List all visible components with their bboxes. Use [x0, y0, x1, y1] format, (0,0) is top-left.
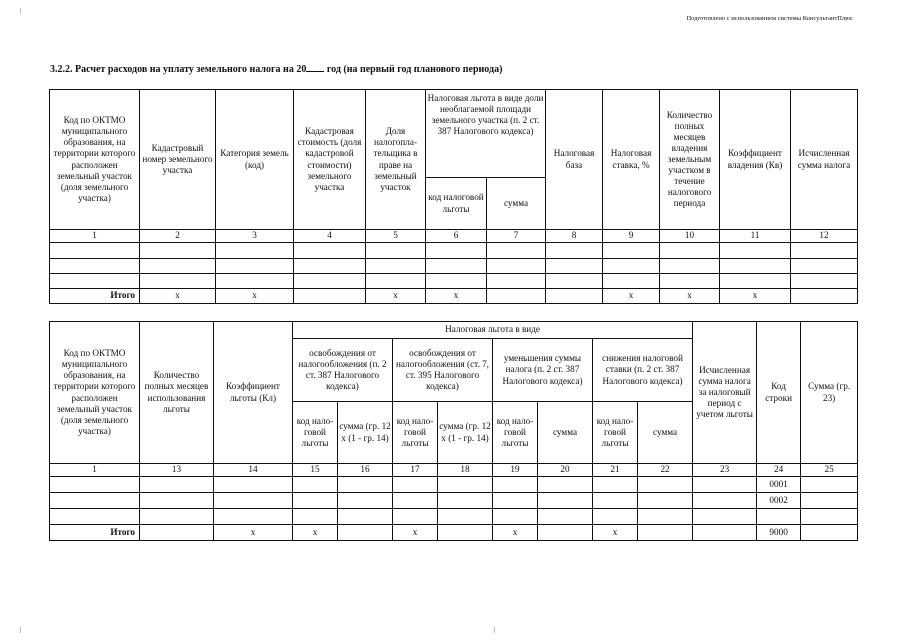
- table-cell[interactable]: [660, 274, 720, 289]
- header-sum-12x: сумма (гр. 12 x (1 - гр. 14): [438, 402, 493, 464]
- total-cell[interactable]: [487, 289, 546, 304]
- header-code: код нало-говой льготы: [493, 402, 538, 464]
- total-cell[interactable]: [338, 525, 393, 541]
- table-cell[interactable]: [140, 493, 214, 509]
- table-cell[interactable]: [538, 493, 593, 509]
- col-number: 6: [426, 230, 487, 243]
- table-cell[interactable]: [487, 259, 546, 274]
- table-cell[interactable]: [293, 493, 338, 509]
- header-oktmo: Код по ОКТМО муниципального образования, на территории которого расположен земельный участок (доля земельного участка): [50, 322, 140, 464]
- col-number: 23: [693, 464, 757, 477]
- source-note: Подготовлено с использованием системы КонсультантПлюс: [686, 15, 853, 22]
- col-number: 1: [50, 230, 140, 243]
- total-row: [50, 289, 858, 304]
- table-cell[interactable]: [140, 477, 214, 493]
- total-cell[interactable]: [791, 289, 858, 304]
- col-number: 19: [493, 464, 538, 477]
- table-cell[interactable]: [216, 259, 294, 274]
- col-number: 12: [791, 230, 858, 243]
- total-line-code: 9000: [757, 525, 801, 541]
- total-cell[interactable]: [538, 525, 593, 541]
- table-cell[interactable]: [493, 493, 538, 509]
- table-cell[interactable]: [791, 274, 858, 289]
- table-row: [50, 493, 858, 509]
- total-mark: x: [140, 289, 216, 304]
- scan-mark: [20, 627, 21, 633]
- table-cell[interactable]: [338, 477, 393, 493]
- header-coef-kv: Коэффициент владения (Кв): [720, 90, 791, 230]
- table-cell[interactable]: [293, 477, 338, 493]
- table-cell[interactable]: [214, 509, 293, 525]
- table-cell[interactable]: [426, 243, 487, 259]
- col-number: 15: [293, 464, 338, 477]
- col-number: 8: [546, 230, 603, 243]
- header-code: код нало-говой льготы: [293, 402, 338, 464]
- table-cell[interactable]: [660, 259, 720, 274]
- total-mark: x: [720, 289, 791, 304]
- header-benefit-code: код налоговой льготы: [426, 178, 487, 230]
- total-mark: x: [603, 289, 660, 304]
- total-cell[interactable]: [546, 289, 603, 304]
- total-mark: x: [493, 525, 538, 541]
- table-cell[interactable]: [660, 243, 720, 259]
- header-benefit-group: Налоговая льгота в виде доли необлагаемой площади земельного участка (п. 2 ст. 387 Налогового кодекса): [426, 90, 546, 178]
- scan-mark: [20, 8, 21, 14]
- table-cell[interactable]: [546, 259, 603, 274]
- header-months-owned: Количество полных месяцев владения земельным участком в течение налогового периода: [660, 90, 720, 230]
- table-cell[interactable]: [426, 259, 487, 274]
- land-tax-benefit-table: [49, 321, 858, 541]
- line-code: 0001: [757, 477, 801, 493]
- table-cell[interactable]: [801, 509, 858, 525]
- table-cell[interactable]: [140, 509, 214, 525]
- total-mark: x: [593, 525, 638, 541]
- table-row: [50, 274, 858, 289]
- table-cell[interactable]: [693, 493, 757, 509]
- header-amount: Сумма (гр. 23): [801, 322, 858, 464]
- table-cell[interactable]: [438, 493, 493, 509]
- table-row: [50, 509, 858, 525]
- table-cell[interactable]: [50, 274, 140, 289]
- table-cell[interactable]: [638, 477, 693, 493]
- table-cell[interactable]: [546, 274, 603, 289]
- table-cell[interactable]: [593, 493, 638, 509]
- total-cell[interactable]: [693, 525, 757, 541]
- header-line-code: Код строки: [757, 322, 801, 464]
- header-sum: сумма: [638, 402, 693, 464]
- table-cell[interactable]: [393, 477, 438, 493]
- table-cell[interactable]: [801, 477, 858, 493]
- table-cell[interactable]: [338, 493, 393, 509]
- table-cell[interactable]: [140, 243, 216, 259]
- table-cell[interactable]: [294, 243, 366, 259]
- table-cell[interactable]: [791, 259, 858, 274]
- col-number: 21: [593, 464, 638, 477]
- table-cell[interactable]: [538, 509, 593, 525]
- col-number: 3: [216, 230, 294, 243]
- section-title: [50, 63, 502, 75]
- total-label: Итого: [50, 525, 140, 541]
- year-blank: [306, 63, 324, 72]
- table-cell[interactable]: [426, 274, 487, 289]
- table-cell[interactable]: [214, 493, 293, 509]
- table-cell[interactable]: [366, 259, 426, 274]
- col-number: 18: [438, 464, 493, 477]
- scan-mark: [494, 627, 495, 633]
- table-cell[interactable]: [801, 493, 858, 509]
- line-code: 0002: [757, 493, 801, 509]
- total-cell[interactable]: [438, 525, 493, 541]
- col-number: 14: [214, 464, 293, 477]
- table-cell[interactable]: [366, 243, 426, 259]
- header-calc-tax: Исчисленная сумма налога: [791, 90, 858, 230]
- section-title-end: год (на первый год планового периода): [324, 64, 503, 75]
- table-cell[interactable]: [50, 259, 140, 274]
- table-cell[interactable]: [493, 477, 538, 493]
- header-benefit-group: Налоговая льгота в виде: [293, 322, 693, 339]
- col-number: 9: [603, 230, 660, 243]
- total-mark: x: [366, 289, 426, 304]
- header-benefit-sum: сумма: [487, 178, 546, 230]
- table-cell[interactable]: [757, 509, 801, 525]
- table-row: [50, 477, 858, 493]
- table-cell[interactable]: [293, 509, 338, 525]
- header-exempt-387: освобождения от налогообложения (п. 2 ст. 387 Налогового кодекса): [293, 339, 393, 402]
- col-number: 5: [366, 230, 426, 243]
- table-cell[interactable]: [487, 243, 546, 259]
- header-coef-kl: Коэффициент льготы (Кл): [214, 322, 293, 464]
- table-cell[interactable]: [603, 274, 660, 289]
- section-title-start: 3.2.2. Расчет расходов на уплату земельного налога на 20: [50, 64, 307, 75]
- table-cell[interactable]: [294, 274, 366, 289]
- land-tax-table: [49, 89, 858, 304]
- table-cell[interactable]: [487, 274, 546, 289]
- total-mark: x: [216, 289, 294, 304]
- table-cell[interactable]: [216, 243, 294, 259]
- table-cell[interactable]: [393, 493, 438, 509]
- header-cadastral-value: Кадастровая стоимость (доля кадастровой стоимости) земельного участка: [294, 90, 366, 230]
- col-number: 16: [338, 464, 393, 477]
- col-number: 4: [294, 230, 366, 243]
- total-row: [50, 525, 858, 541]
- table-cell[interactable]: [493, 509, 538, 525]
- total-mark: x: [293, 525, 338, 541]
- table-cell[interactable]: [593, 477, 638, 493]
- header-taxpayer-share: Доля налогопла-тельщика в праве на земельный участок: [366, 90, 426, 230]
- table-cell[interactable]: [393, 509, 438, 525]
- header-code: код нало-говой льготы: [593, 402, 638, 464]
- header-reduce-rate: снижения налоговой ставки (п. 2 ст. 387 Налогового кодекса): [593, 339, 693, 402]
- table-cell[interactable]: [50, 477, 140, 493]
- column-numbers-row: [50, 464, 858, 477]
- header-exempt-395: освобождения от налогообложения (ст. 7, ст. 395 Налогового кодекса): [393, 339, 493, 402]
- header-cadastral-number: Кадастровый номер земельного участка: [140, 90, 216, 230]
- col-number: 2: [140, 230, 216, 243]
- col-number: 25: [801, 464, 858, 477]
- total-mark: x: [660, 289, 720, 304]
- table-cell[interactable]: [603, 259, 660, 274]
- header-months-benefit: Количество полных месяцев использования льготы: [140, 322, 214, 464]
- total-cell[interactable]: [801, 525, 858, 541]
- table-cell[interactable]: [140, 274, 216, 289]
- col-number: 24: [757, 464, 801, 477]
- header-sum-12x: сумма (гр. 12 x (1 - гр. 14): [338, 402, 393, 464]
- table-cell[interactable]: [294, 259, 366, 274]
- total-mark: x: [393, 525, 438, 541]
- table-cell[interactable]: [216, 274, 294, 289]
- table-cell[interactable]: [638, 493, 693, 509]
- total-cell[interactable]: [140, 525, 214, 541]
- table-cell[interactable]: [50, 493, 140, 509]
- table-cell[interactable]: [214, 477, 293, 493]
- header-sum: сумма: [538, 402, 593, 464]
- col-number: 10: [660, 230, 720, 243]
- table-row: [50, 259, 858, 274]
- table-cell[interactable]: [50, 509, 140, 525]
- table-cell[interactable]: [538, 477, 593, 493]
- total-cell[interactable]: [638, 525, 693, 541]
- col-number: 1: [50, 464, 140, 477]
- table-cell[interactable]: [638, 509, 693, 525]
- table-row: [50, 243, 858, 259]
- table-cell[interactable]: [438, 477, 493, 493]
- header-reduce-sum: уменьшения суммы налога (п. 2 ст. 387 Налогового кодекса): [493, 339, 593, 402]
- table-cell[interactable]: [546, 243, 603, 259]
- table-cell[interactable]: [338, 509, 393, 525]
- col-number: 20: [538, 464, 593, 477]
- total-cell[interactable]: [294, 289, 366, 304]
- table-cell[interactable]: [366, 274, 426, 289]
- table-cell[interactable]: [438, 509, 493, 525]
- table-cell[interactable]: [720, 274, 791, 289]
- total-mark: x: [214, 525, 293, 541]
- total-mark: x: [426, 289, 487, 304]
- table-cell[interactable]: [140, 259, 216, 274]
- column-numbers-row: [50, 230, 858, 243]
- header-tax-base: Налоговая база: [546, 90, 603, 230]
- col-number: 22: [638, 464, 693, 477]
- header-oktmo: Код по ОКТМО муниципального образования, на территории которого расположен земельный участок (доля земельного участка): [50, 90, 140, 230]
- header-code: код нало-говой льготы: [393, 402, 438, 464]
- table-cell[interactable]: [791, 243, 858, 259]
- table-cell[interactable]: [720, 243, 791, 259]
- col-number: 11: [720, 230, 791, 243]
- header-land-category: Категория земель (код): [216, 90, 294, 230]
- col-number: 17: [393, 464, 438, 477]
- col-number: 7: [487, 230, 546, 243]
- table-cell[interactable]: [50, 243, 140, 259]
- table-cell[interactable]: [603, 243, 660, 259]
- table-cell[interactable]: [720, 259, 791, 274]
- col-number: 13: [140, 464, 214, 477]
- table-cell[interactable]: [593, 509, 638, 525]
- header-tax-rate: Налоговая ставка, %: [603, 90, 660, 230]
- table-cell[interactable]: [693, 477, 757, 493]
- total-label: Итого: [50, 289, 140, 304]
- table-cell[interactable]: [693, 509, 757, 525]
- header-calc-tax-period: Исчисленная сумма налога за налоговый период с учетом льготы: [693, 322, 757, 464]
